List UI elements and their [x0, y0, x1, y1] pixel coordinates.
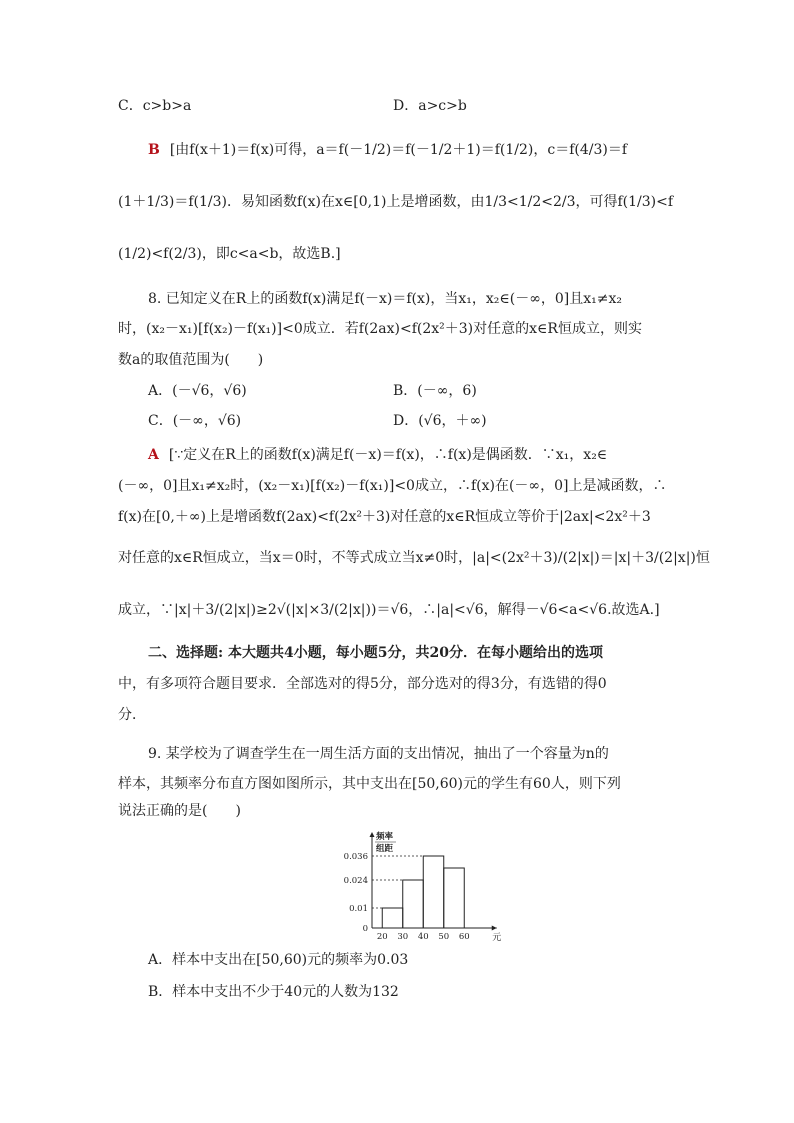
q8-option-b: B．(－∞，6) [393, 383, 477, 399]
x-tick-label: 20 [376, 932, 388, 942]
histogram-bar [444, 868, 465, 928]
q8-option-c: C．(－∞，√6) D．(√6，＋∞) [148, 413, 487, 429]
y-tick-label: 0.036 [343, 852, 368, 862]
x-tick-label: 50 [438, 932, 450, 942]
answer-letter: A [148, 447, 159, 463]
q8-option-a: A．(－√6，√6) B．(－∞，6) [148, 383, 477, 399]
y-axis-label-top: 频率 [376, 832, 394, 842]
histogram-bar [382, 908, 403, 928]
q8-option-d: D．(√6，＋∞) [393, 413, 487, 429]
q9-option-a: A．样本中支出在[50,60)元的频率为0.03 [148, 952, 409, 968]
histogram-bar [423, 856, 444, 928]
section-2-heading-line3: 分． [118, 707, 146, 723]
frequency-histogram [330, 826, 500, 942]
answer-letter: B [148, 142, 160, 158]
q9-option-b: B．样本中支出不少于40元的人数为132 [148, 984, 399, 1000]
histogram-bar [403, 880, 424, 928]
q8-stem-line3: 数a的取值范围为( ) [118, 352, 264, 368]
q9-stem-line1: 9. 某学校为了调查学生在一周生活方面的支出情况，抽出了一个容量为n的 [148, 746, 609, 762]
solution-q7-line3: (1/2)<f(2/3)，即c<a<b，故选B.] [118, 246, 341, 262]
section-2-heading-line2: 中，有多项符合题目要求．全部选对的得5分，部分选对的得3分，有选错的得0 [118, 676, 607, 692]
solution-q8-line4: 对任意的x∈R恒成立，当x＝0时，不等式成立当x≠0时，|a|<(2x²＋3)/(2|x|)＝|x|＋3/(2|x|)恒 [118, 550, 710, 566]
q9-stem-line2: 样本，其频率分布直方图如图所示，其中支出在[50,60)元的学生有60人，则下列 [118, 776, 621, 792]
solution-q8-line3: f(x)在[0,＋∞)上是增函数f(2ax)<f(2x²＋3)对任意的x∈R恒成立等价于|2ax|<2x²＋3 [118, 509, 651, 525]
option-d-q7: D．a>c>b [393, 98, 467, 114]
option-c-q7: C．c>b>a D．a>c>b [118, 98, 467, 114]
solution-q8-line1: A [∵定义在R上的函数f(x)满足f(－x)＝f(x)，∴f(x)是偶函数．∵x₁，x₂∈ [148, 447, 608, 463]
q8-stem-line1: 8. 已知定义在R上的函数f(x)满足f(－x)＝f(x)，当x₁，x₂∈(－∞，0]且x₁≠x₂ [148, 291, 622, 307]
y-axis-arrow [370, 832, 375, 837]
y-tick-label: 0.01 [349, 904, 368, 914]
y-axis-label-bottom: 组距 [376, 844, 394, 854]
q9-stem-line3: 说法正确的是( ) [118, 803, 241, 819]
solution-q7-line1: B [由f(x＋1)＝f(x)可得，a＝f(－1/2)＝f(－1/2＋1)＝f(1/2)，c＝f(4/3)＝f [148, 142, 628, 158]
solution-q8-line2: (－∞，0]且x₁≠x₂时，(x₂－x₁)[f(x₂)－f(x₁)]<0成立，∴f(x)在(－∞，0]上是减函数，∴ [118, 478, 667, 494]
y-tick-label: 0.024 [343, 876, 368, 886]
section-2-heading-line1: 二、选择题: 本大题共4小题，每小题5分，共20分．在每小题给出的选项 [148, 645, 604, 661]
x-tick-label: 40 [417, 932, 429, 942]
solution-q8-line5: 成立，∵|x|＋3/(2|x|)≥2√(|x|×3/(2|x|))＝√6，∴|a|<√6，解得－√6<a<√6.故选A.] [118, 602, 660, 618]
solution-q7-line2: (1＋1/3)＝f(1/3)．易知函数f(x)在x∈[0,1)上是增函数，由1/3<1/2<2/3，可得f(1/3)<f [118, 194, 674, 210]
y-tick-label: 0 [362, 924, 368, 934]
x-axis-label: 元 [492, 933, 502, 943]
x-axis-arrow [492, 926, 497, 931]
x-tick-label: 30 [397, 932, 409, 942]
x-tick-label: 60 [458, 932, 470, 942]
q8-stem-line2: 时，(x₂－x₁)[f(x₂)－f(x₁)]<0成立．若f(2ax)<f(2x²＋3)对任意的x∈R恒成立，则实 [118, 321, 642, 337]
